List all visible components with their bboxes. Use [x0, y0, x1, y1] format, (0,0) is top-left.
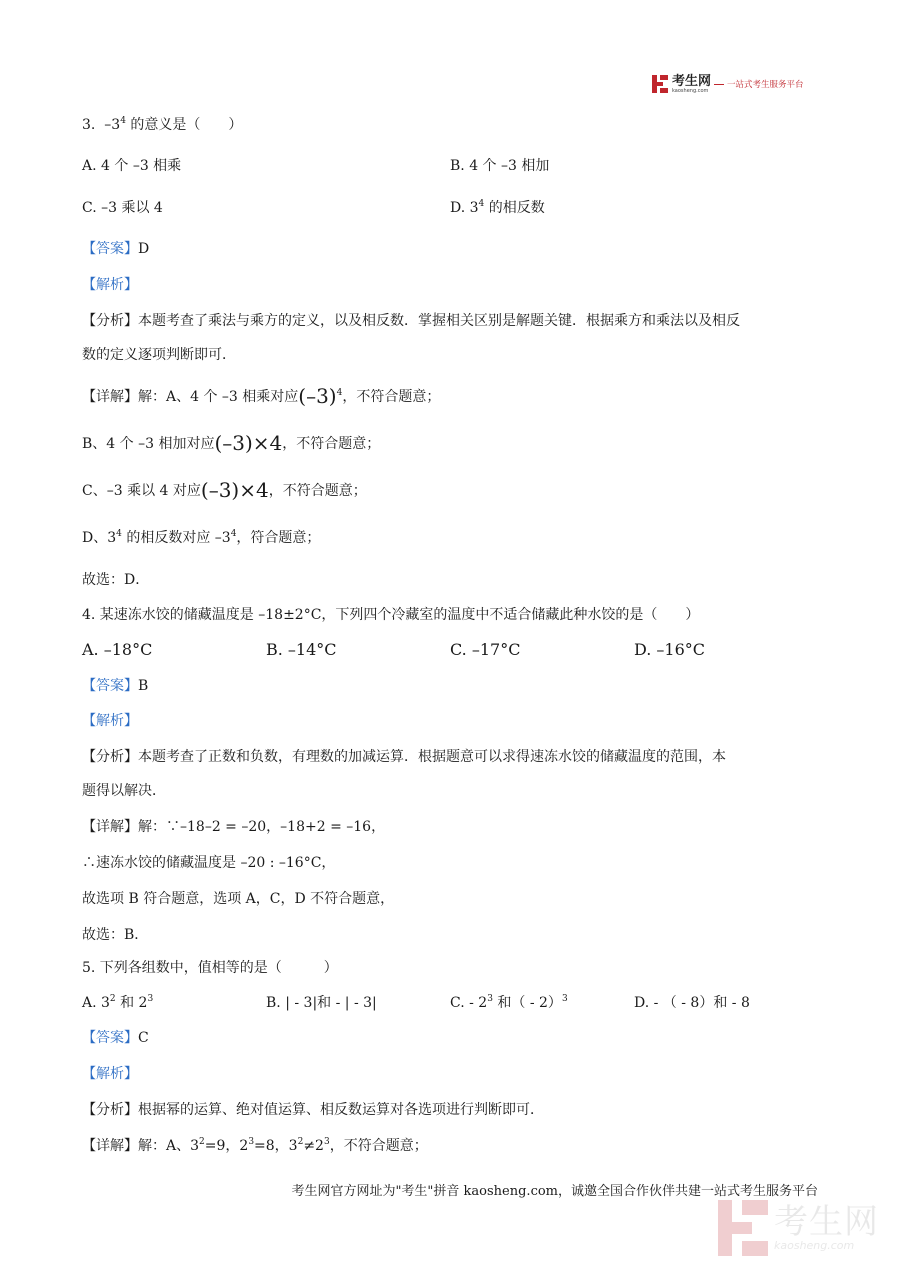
- q3-detail-c: C、–3 乘以 4 对应(–3)×4，不符合题意；: [82, 478, 367, 502]
- header-logo: [652, 72, 804, 96]
- watermark-name: 考生网: [774, 1201, 879, 1242]
- q5-detail-a: 【详解】解：A、$3^2=9$，$2^3=8$，$3^2\ne 2^3$，不符合题意；: [82, 1137, 428, 1154]
- logo-icon: [652, 75, 668, 93]
- q5-fenxi-line1: 【分析】根据幂的运算、绝对值运算、相反数运算对各选项进行判断即可．: [82, 1102, 544, 1118]
- q4-fenxi-line1: 【分析】本题考查了正数和负数，有理数的加减运算．根据题意可以求得速冻水饺的储藏温度的范围，本: [82, 749, 726, 765]
- q3-conclusion: 故选：D．: [82, 572, 150, 588]
- q4-option-c: C. –17°C: [450, 640, 521, 659]
- q4-detail-2: ∴速冻水饺的储藏温度是 –20 : –16°C，: [82, 855, 336, 871]
- q4-answer: 【答案】B: [82, 678, 149, 694]
- q3-option-a: A. 4 个 –3 相乘: [82, 158, 182, 174]
- footer-text: 考生网官方网址为"考生"拼音 kaosheng.com，诚邀全国合作伙伴共建一站式考生服务平台: [291, 1184, 818, 1199]
- logo-brand-name: 考生网: [672, 73, 712, 89]
- q5-option-d: D. - （ - 8）和 - 8: [634, 995, 750, 1011]
- q4-option-d: D. –16°C: [634, 640, 706, 659]
- q4-stem: 4. 某速冻水饺的储藏温度是 –18±2°C，下列四个冷藏室的温度中不适合储藏此种水饺的是（ ）: [82, 607, 700, 623]
- q5-option-b: B. | - 3|和 - | - 3|: [266, 995, 377, 1011]
- q3-detail-a: 【详解】解：A、4 个 –3 相乘对应$(-3)^4$，不符合题意；: [82, 384, 441, 408]
- watermark-logo: [718, 1200, 879, 1256]
- q3-option-c: C. –3 乘以 4: [82, 200, 163, 216]
- q3-answer: 【答案】D: [82, 241, 150, 257]
- q3-analysis-heading: 【解析】: [82, 277, 138, 293]
- q5-analysis-heading: 【解析】: [82, 1066, 138, 1082]
- q4-option-b: B. –14°C: [266, 640, 337, 659]
- q4-detail-1: 【详解】解：∵–18–2 = –20，–18+2 = –16，: [82, 819, 386, 835]
- q4-fenxi-line2: 题得以解决．: [82, 783, 166, 799]
- q3-option-b: B. 4 个 –3 相加: [450, 158, 550, 174]
- q4-detail-3: 故选项 B 符合题意，选项 A，C，D 不符合题意，: [82, 891, 395, 907]
- q4-option-a: A. –18°C: [82, 640, 153, 659]
- q5-answer: 【答案】C: [82, 1030, 149, 1046]
- watermark-icon: [718, 1200, 768, 1256]
- logo-domain: kaosheng.com: [672, 87, 709, 94]
- q3-fenxi-line2: 数的定义逐项判断即可．: [82, 347, 236, 363]
- q4-analysis-heading: 【解析】: [82, 713, 138, 729]
- q3-option-d: D. $3^4$ 的相反数: [450, 199, 545, 216]
- logo-tagline: 一站式考生服务平台: [727, 80, 804, 90]
- q5-stem: 5. 下列各组数中，值相等的是（ ）: [82, 960, 338, 976]
- q5-option-c: C. - $2^3$ 和（ - 2）$^3$: [450, 994, 568, 1011]
- watermark-domain: kaosheng.com: [774, 1238, 855, 1252]
- q3-detail-b: B、4 个 –3 相加对应(–3)×4，不符合题意；: [82, 431, 381, 455]
- q3-fenxi-line1: 【分析】本题考查了乘法与乘方的定义，以及相反数．掌握相关区别是解题关键．根据乘方和乘法以及相反: [82, 313, 740, 329]
- q3-detail-d: D、$3^4$ 的相反数对应 $-3^4$，符合题意；: [82, 529, 321, 546]
- q5-option-a: A. $3^2$ 和 $2^3$: [82, 994, 154, 1011]
- q4-conclusion: 故选：B．: [82, 927, 149, 943]
- q3-stem: 3. $-3^4$ 的意义是（ ）: [82, 116, 243, 133]
